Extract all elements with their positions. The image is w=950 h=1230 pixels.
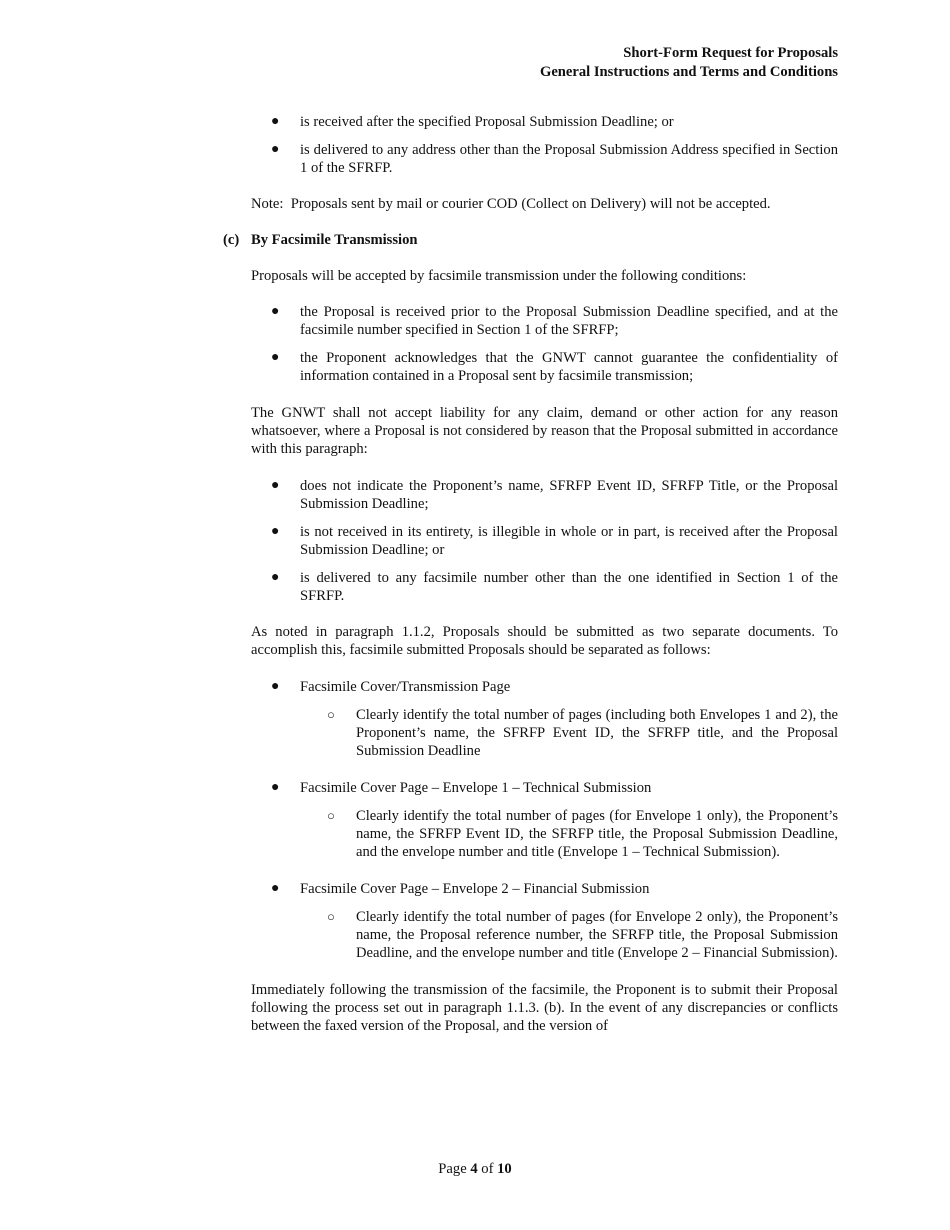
page-number: Page 4 of 10 bbox=[438, 1161, 512, 1177]
cover-page-title: Facsimile Cover Page – Envelope 2 – Financial Submission bbox=[300, 881, 650, 897]
list-item: ● is delivered to any facsimile number other than the one identified in Section 1 of the SFRFP. bbox=[271, 570, 838, 604]
sub-list-item: ○ Clearly identify the total number of pages (for Envelope 2 only), the Proponent’s name, the Proposal reference number, the SFRFP title, the Proposal Submission Deadline, and the envelope number and title (Envelope 2 – Financial Submission). bbox=[327, 909, 838, 961]
header-subtitle: General Instructions and Terms and Conditions bbox=[539, 64, 838, 80]
list-item bbox=[251, 880, 838, 962]
liability-paragraph: The GNWT shall not accept liability for any claim, demand or other action for any reason whatsoever, where a Proposal is not considered by reason that the Proposal submitted in accordance with this paragraph: bbox=[251, 405, 838, 457]
sub-list bbox=[300, 908, 838, 962]
sub-list bbox=[300, 807, 838, 861]
bullet-icon: ● bbox=[271, 780, 280, 795]
bullet-icon: ● bbox=[271, 350, 280, 365]
bullet-icon: ● bbox=[271, 524, 280, 539]
page-content bbox=[223, 113, 838, 1035]
header-title: Short-Form Request for Proposals bbox=[623, 45, 838, 61]
list-item bbox=[251, 779, 838, 861]
section-heading bbox=[223, 231, 838, 249]
condition-list bbox=[251, 303, 838, 385]
circle-bullet-icon: ○ bbox=[327, 808, 335, 823]
note-paragraph: Note: Proposals sent by mail or courier COD (Collect on Delivery) will not be accepted. bbox=[251, 196, 771, 212]
section-number: (c) bbox=[223, 232, 240, 248]
sub-list-item: ○ Clearly identify the total number of pages (for Envelope 1 only), the Proponent’s name, the SFRFP Event ID, the SFRFP title, the Proposal Submission Deadline, and the envelope number and title (Envelope 1 – Technical Submission). bbox=[327, 808, 838, 860]
sub-list-item: ○ Clearly identify the total number of pages (including both Envelopes 1 and 2), the Proponent’s name, the SFRFP Event ID, the SFRFP title, and the Proposal Submission Deadline bbox=[327, 707, 838, 759]
bullet-icon: ● bbox=[271, 114, 280, 129]
bullet-icon: ● bbox=[271, 142, 280, 157]
cover-page-title: Facsimile Cover Page – Envelope 1 – Technical Submission bbox=[300, 780, 652, 796]
list-item: ● does not indicate the Proponent’s name, SFRFP Event ID, SFRFP Title, or the Proposal Submission Deadline; bbox=[271, 478, 838, 512]
sub-list bbox=[300, 706, 838, 760]
list-item: ● the Proponent acknowledges that the GNWT cannot guarantee the confidentiality of information contained in a Proposal sent by facsimile transmission; bbox=[271, 350, 838, 384]
closing-paragraph: Immediately following the transmission of the facsimile, the Proponent is to submit their Proposal following the process set out in paragraph 1.1.3. (b). In the event of any discrepancies or conflicts between the faxed version of the Proposal, and the version of bbox=[251, 982, 838, 1034]
bullet-icon: ● bbox=[271, 881, 280, 896]
intro-paragraph: Proposals will be accepted by facsimile transmission under the following conditions: bbox=[251, 268, 747, 284]
bullet-icon: ● bbox=[271, 478, 280, 493]
list-item: ● the Proposal is received prior to the Proposal Submission Deadline specified, and at the facsimile number specified in Section 1 of the SFRFP; bbox=[271, 304, 838, 338]
current-page: 4 bbox=[470, 1161, 478, 1177]
list-item: ● is not received in its entirety, is illegible in whole or in part, is received after the Proposal Submission Deadline; or bbox=[271, 524, 838, 558]
bullet-icon: ● bbox=[271, 679, 280, 694]
bullet-icon: ● bbox=[271, 570, 280, 585]
list-item bbox=[251, 678, 838, 760]
total-pages: 10 bbox=[497, 1161, 512, 1177]
separation-paragraph: As noted in paragraph 1.1.2, Proposals should be submitted as two separate documents. To accomplish this, facsimile submitted Proposals should be separated as follows: bbox=[251, 624, 838, 658]
circle-bullet-icon: ○ bbox=[327, 909, 335, 924]
bullet-list-top bbox=[251, 113, 838, 177]
cover-page-list bbox=[251, 678, 838, 962]
liability-list bbox=[251, 477, 838, 605]
bullet-icon: ● bbox=[271, 304, 280, 319]
circle-bullet-icon: ○ bbox=[327, 707, 335, 722]
cover-page-title: Facsimile Cover/Transmission Page bbox=[300, 679, 511, 695]
list-item: ● is delivered to any address other than the Proposal Submission Address specified in Section 1 of the SFRFP. bbox=[271, 142, 838, 176]
list-item: ● is received after the specified Proposal Submission Deadline; or bbox=[271, 114, 674, 130]
document-header bbox=[540, 44, 838, 82]
section-title: By Facsimile Transmission bbox=[251, 232, 418, 248]
